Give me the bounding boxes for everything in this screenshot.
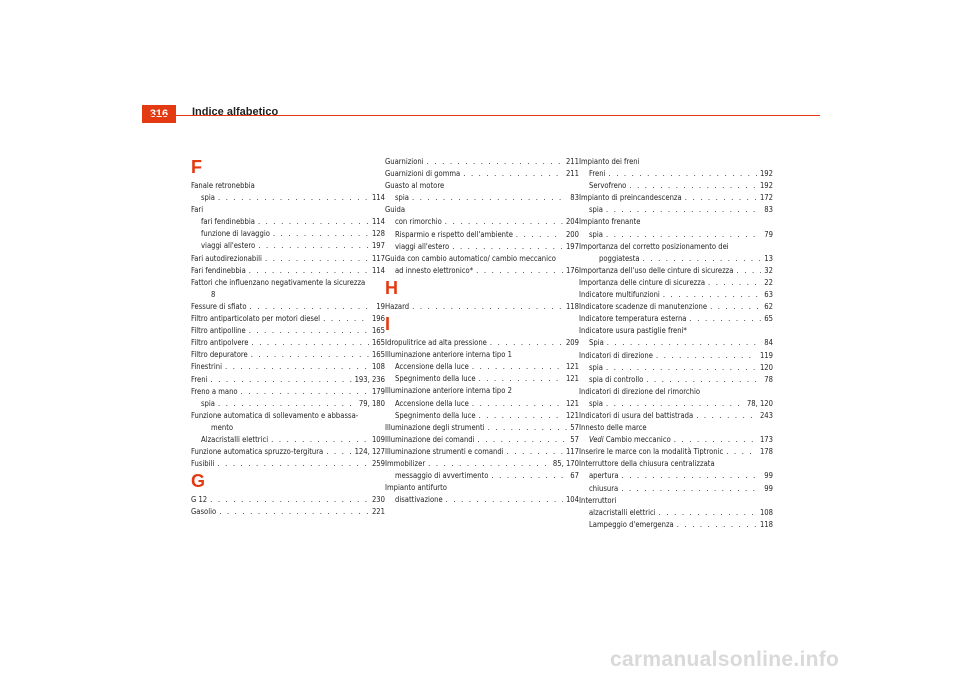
index-entry: Risparmio e rispetto dell'ambiente . . . 200 — [385, 229, 579, 241]
index-entry: Gasolio . . . 221 — [191, 506, 385, 518]
index-entry: Spegnimento della luce . . . 121 — [385, 373, 579, 385]
index-entry: Indicatore multifunzioni . . . 63 — [579, 289, 773, 301]
page-number: 316 — [142, 105, 176, 123]
index-entry: Illuminazione anteriore interna tipo 1 — [385, 350, 512, 360]
index-entry: Illuminazione anteriore interna tipo 2 — [385, 386, 512, 396]
index-entry: spia . . . 114 — [191, 192, 385, 204]
section-letter-g: G — [191, 471, 206, 492]
index-entry: viaggi all'estero . . . 197 — [385, 241, 579, 253]
index-entry: Filtro antiparticolato per motori diesel . . . 196 — [191, 313, 385, 325]
index-entry: Indicatore scadenze di manutenzione . . . 62 — [579, 301, 773, 313]
index-entry: Interruttori — [579, 495, 617, 505]
index-entry: Hazard . . . 118 — [385, 301, 579, 313]
index-entry: Impianto antifurto — [385, 483, 447, 493]
index-entry: disattivazione . . . 104 — [385, 494, 579, 506]
index-entry: con rimorchio . . . 204 — [385, 216, 579, 228]
header-title: Indice alfabetico — [192, 106, 279, 118]
index-entry: Accensione della luce . . . 121 — [385, 361, 579, 373]
index-entry: Immobilizer . . . 85, 170 — [385, 458, 579, 470]
index-entry: Accensione della luce . . . 121 — [385, 398, 579, 410]
watermark-text: carmanualsonline.info — [610, 648, 840, 671]
index-entry: alzacristalli elettrici . . . 108 — [579, 507, 773, 519]
section-letter-f: F — [191, 157, 202, 177]
index-entry: Indicatori di direzione del rimorchio — [579, 386, 701, 396]
index-entry: Guarnizioni . . . 211 — [385, 156, 579, 168]
index-entry: Interruttore della chiusura centralizzata — [579, 459, 715, 469]
header-rule — [142, 115, 820, 116]
index-entry: Finestrini . . . 108 — [191, 361, 385, 373]
index-entry: Fari autodirezionabili . . . 117 — [191, 253, 385, 265]
index-entry: Funzione automatica di sollevamento e abbassa- — [191, 410, 359, 420]
index-entry-continuation: ad innesto elettronico* . . . 176 — [385, 265, 579, 277]
index-entry: Innesto delle marce — [579, 423, 647, 433]
index-entry: Guarnizioni di gomma . . . 211 — [385, 168, 579, 180]
index-entry: Funzione automatica spruzzo-tergitura . . . 124, 127 — [191, 446, 385, 458]
index-entry: spia . . . 79 — [579, 229, 773, 241]
index-entry: funzione di lavaggio . . . 128 — [191, 228, 385, 240]
index-entry: Impianto frenante — [579, 217, 641, 227]
index-entry: Fusibili . . . 259 — [191, 458, 385, 470]
index-entry: Guida — [385, 205, 406, 215]
index-entry: Filtro depuratore . . . 165 — [191, 349, 385, 361]
index-entry: Guasto al motore — [385, 181, 445, 191]
index-entry: Idropulitrice ad alta pressione . . . 209 — [385, 337, 579, 349]
index-entry: Indicatori di usura del battistrada . . . 243 — [579, 410, 773, 422]
index-entry: Importanza delle cinture di sicurezza . . . 22 — [579, 277, 773, 289]
index-entry: Spegnimento della luce . . . 121 — [385, 410, 579, 422]
index-entry: spia . . . 78, 120 — [579, 398, 773, 410]
index-column-1 — [191, 156, 385, 518]
index-entry-continuation: poggiatesta . . . 13 — [579, 253, 773, 265]
index-column-2 — [385, 156, 579, 506]
index-entry: chiusura . . . 99 — [579, 483, 773, 495]
index-entry: Indicatore temperatura esterna . . . 65 — [579, 313, 773, 325]
index-entry: Fanale retronebbia — [191, 181, 255, 190]
index-entry: Freni . . . 193, 236 — [191, 374, 385, 386]
index-entry: Inserire le marce con la modalità Tiptronic . . . 178 — [579, 446, 773, 458]
section-letter-i: I — [385, 314, 391, 335]
index-entry: Alzacristalli elettrici . . . 109 — [191, 434, 385, 446]
index-entry: spia . . . 83 — [385, 192, 579, 204]
index-entry: Servofreno . . . 192 — [579, 180, 773, 192]
index-entry: spia di controllo . . . 78 — [579, 374, 773, 386]
index-entry: Filtro antipolvere . . . 165 — [191, 337, 385, 349]
index-entry: Illuminazione strumenti e comandi . . . 117 — [385, 446, 579, 458]
index-entry: Indicatore usura pastiglie freni* — [579, 326, 687, 336]
index-entry: Freni . . . 192 — [579, 168, 773, 180]
index-entry: Indicatori di direzione . . . 119 — [579, 350, 773, 362]
index-entry: Fari — [191, 205, 204, 215]
index-entry: Importanza del corretto posizionamento dei — [579, 241, 729, 251]
index-entry: Fattori che influenzano negativamente la sicurezza — [191, 277, 366, 287]
index-entry: Guida con cambio automatico/ cambio meccanico — [385, 253, 556, 263]
index-entry: Lampeggio d'emergenza . . . 118 — [579, 519, 773, 531]
index-entry: G 12 . . . 230 — [191, 494, 385, 506]
index-entry: Illuminazione degli strumenti . . . 57 — [385, 422, 579, 434]
index-entry: Vedi Cambio meccanico . . . 173 — [579, 434, 773, 446]
index-entry: Impianto dei freni — [579, 157, 640, 166]
index-entry: messaggio di avvertimento . . . 67 — [385, 470, 579, 482]
index-entry: Importanza dell'uso delle cinture di sicurezza . . . 32 — [579, 265, 773, 277]
index-entry: spia . . . 79, 180 — [191, 398, 385, 410]
section-letter-h: H — [385, 277, 398, 298]
index-entry: fari fendinebbia . . . 114 — [191, 216, 385, 228]
index-entry: viaggi all'estero . . . 197 — [191, 240, 385, 252]
index-entry: spia . . . 83 — [579, 204, 773, 216]
index-entry: Freno a mano . . . 179 — [191, 386, 385, 398]
index-entry: Illuminazione dei comandi . . . 57 — [385, 434, 579, 446]
index-column-3 — [579, 156, 773, 531]
index-entry: Impianto di preincandescenza . . . 172 — [579, 192, 773, 204]
index-entry-page: 8 — [211, 289, 216, 299]
index-entry-continuation: mento — [211, 422, 234, 432]
index-entry: Filtro antipolline . . . 165 — [191, 325, 385, 337]
index-entry: Spia . . . 84 — [579, 337, 773, 349]
index-entry: Fessure di sfiato . . . 19 — [191, 301, 385, 313]
index-entry: apertura . . . 99 — [579, 470, 773, 482]
index-entry: Fari fendinebbia . . . 114 — [191, 265, 385, 277]
index-entry: spia . . . 120 — [579, 362, 773, 374]
